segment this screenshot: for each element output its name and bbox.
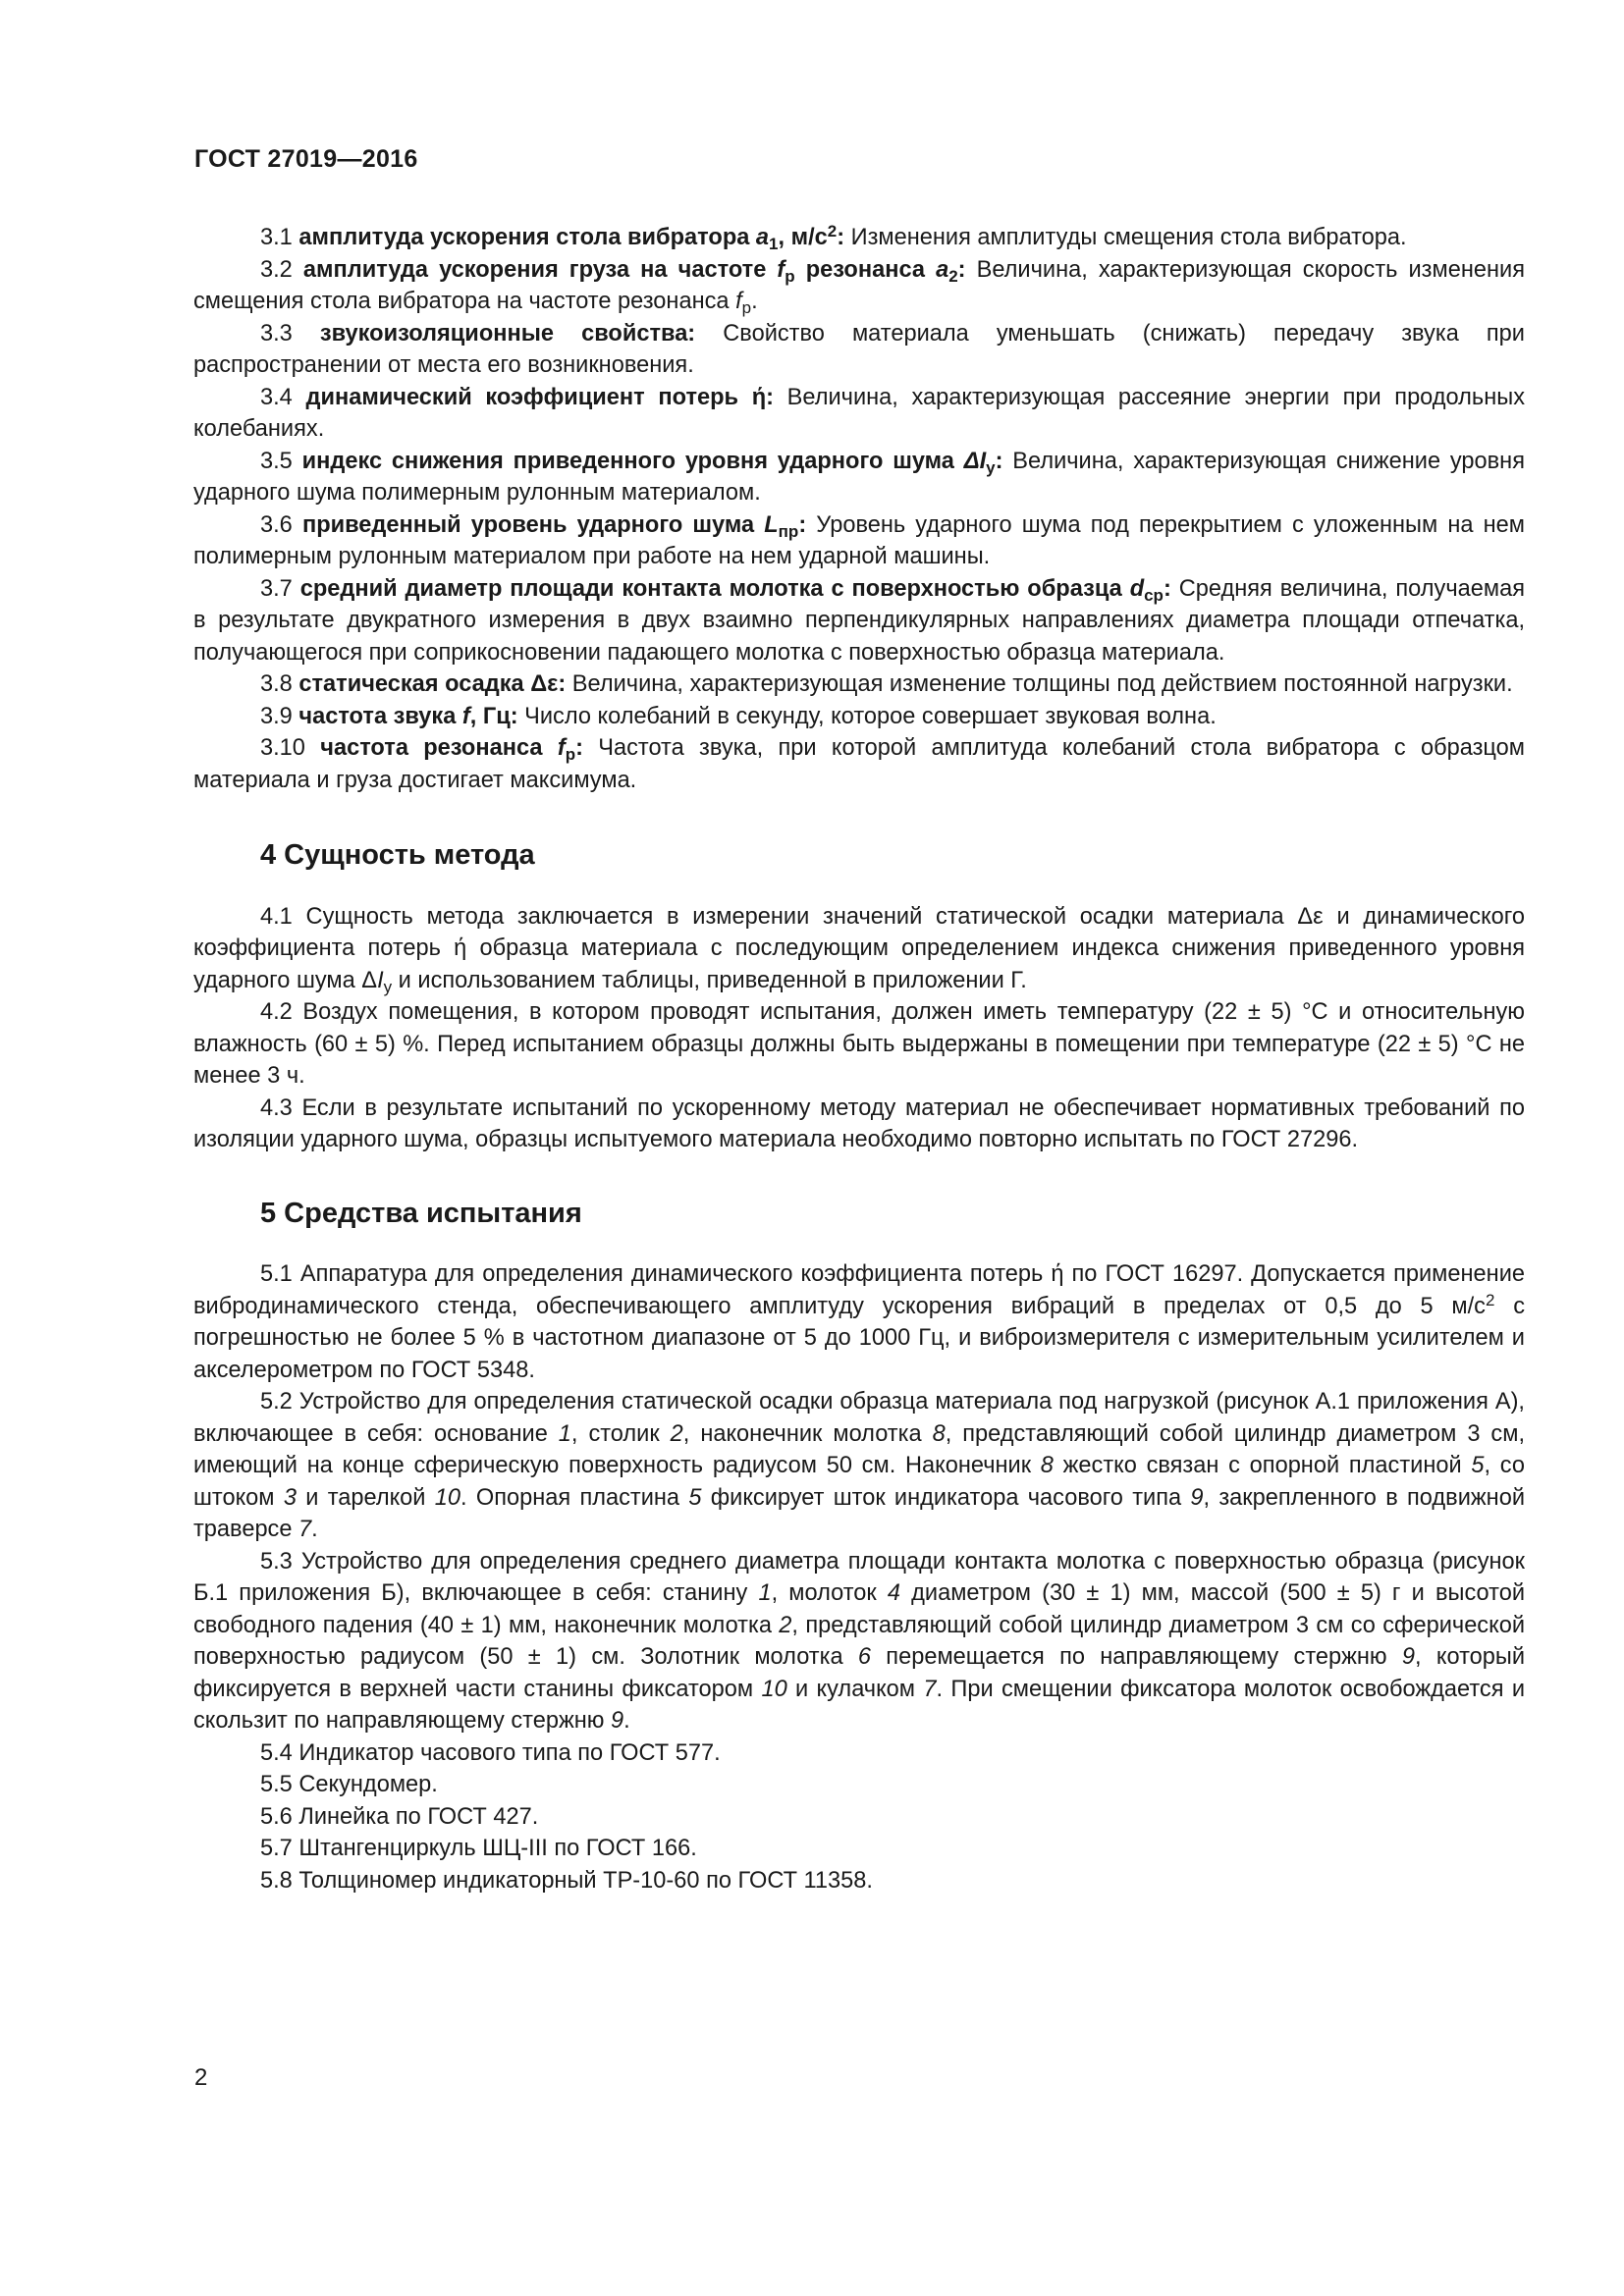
term-3-7: 3.7 средний диаметр площади контакта молотка с поверхностью образца $d_{ср}$: Средняя величина, получаемая в результате двукратного измерения в двух взаимно перпендикулярных направлениях диаметра площади отпечатка, получающегося при соприкосновении падающего молотка с поверхностью образца материала. xyxy=(193,575,1525,666)
term-3-4: 3.4 динамический коэффициент потерь ή: Величина, характеризующая рассеяние энергии при продольных колебаниях. xyxy=(193,384,1526,442)
section-5-5: 5.5 Секундомер. xyxy=(260,1772,438,1797)
term-3-1: 3.1 амплитуда ускорения стола вибратора $a_1$, $м/с^2$: Изменения амплитуды смещения стола вибратора. xyxy=(260,222,1407,253)
term-3-9: 3.9 частота звука f, Гц: Число колебаний в секунду, которое совершает звуковая волна. xyxy=(260,703,1217,729)
section-5-3: 5.3 Устройство для определения среднего диаметра площади контакта молотка с поверхностью образца (рисунок Б.1 приложения Б), включающее в себя: станину 1, молоток 4 диаметром (30 ± 1) мм, массой (500 ± 5) г и высотой свободного падения (40 ± 1) мм, наконечник молотка 2, представляющий собой цилиндр диаметром 3 см со сферической поверхностью радиусом (50 ± 1) см. Золотник молотка 6 перемещается по направляющему стержню 9, который фиксируется в верхней части станины фиксатором 10 и кулачком 7. При смещении фиксатора молоток освобождается и скользит по направляющему стержню 9. xyxy=(193,1548,1526,1734)
section-5-6: 5.6 Линейка по ГОСТ 427. xyxy=(260,1803,539,1830)
page-number: 2 xyxy=(194,2064,208,2091)
section-5-4: 5.4 Индикатор часового типа по ГОСТ 577. xyxy=(260,1739,721,1766)
term-3-3: 3.3 звукоизоляционные свойства: Свойство материала уменьшать (снижать) передачу звука при распространении от места его возникновения. xyxy=(193,320,1525,378)
document-body xyxy=(193,222,1525,1896)
section-5-2: 5.2 Устройство для определения статической осадки образца материала под нагрузкой (рисунок А.1 приложения А), включающее в себя: основание 1, столик 2, наконечник молотка 8, представляющий собой цилиндр диаметром 3 см, имеющий на конце сферическую поверхность радиусом 50 см. Наконечник 8 жестко связан с опорной пластиной 5, со штоком 3 и тарелкой 10. Опорная пластина 5 фиксирует шток индикатора часового типа 9, закрепленного в подвижной траверсе 7. xyxy=(193,1389,1526,1542)
section-5-heading: 5 Средства испытания xyxy=(260,1197,582,1229)
term-3-10: 3.10 частота резонанса $f_p$: Частота звука, при которой амплитуда колебаний стола вибратора с образцом материала и груза достигает максимума. xyxy=(193,735,1525,793)
document-header: ГОСТ 27019—2016 xyxy=(194,145,418,173)
section-5-7: 5.7 Штангенциркуль ШЦ-III по ГОСТ 166. xyxy=(260,1836,697,1861)
section-4-1: 4.1 Сущность метода заключается в измерении значений статической осадки материала Δε и динамического коэффициента потерь ή образца материала с последующим определением индекса снижения приведенного уровня ударного шума $\Delta I_y$ и использованием таблицы, приведенной в приложении Г. xyxy=(193,903,1525,996)
section-5-1: 5.1 Аппаратура для определения динамического коэффициента потерь ή по ГОСТ 16297. Допускается применение вибродинамического стенда, обеспечивающего амплитуду ускорения вибраций в пределах от 0,5 до 5 $м/с^2$ с погрешностью не более 5 % в частотном диапазоне от 5 до 1000 Гц, и виброизмерителя с измерительным усилителем и акселерометром по ГОСТ 5348. xyxy=(193,1261,1525,1383)
term-3-2: 3.2 амплитуда ускорения груза на частоте $f_p$ резонанса $a_2$: Величина, характеризующая скорость изменения смещения стола вибратора на частоте резонанса $f_p$. xyxy=(193,256,1525,317)
term-3-5: 3.5 индекс снижения приведенного уровня ударного шума $\Delta I_y$: Величина, характеризующая снижение уровня ударного шума полимерным рулонным материалом. xyxy=(193,448,1525,506)
term-3-6: 3.6 приведенный уровень ударного шума $L_{пр}$: Уровень ударного шума под перекрытием с уложенным на нем полимерным рулонным материалом при работе на нем ударной машины. xyxy=(193,511,1525,569)
section-4-heading: 4 Сущность метода xyxy=(260,839,535,871)
section-4-2: 4.2 Воздух помещения, в котором проводят испытания, должен иметь температуру (22 ± 5) °С и относительную влажность (60 ± 5) %. Перед испытанием образцы должны быть выдержаны в помещении при температуре (22 ± 5) °С не менее 3 ч. xyxy=(193,999,1525,1089)
section-4-3: 4.3 Если в результате испытаний по ускоренному методу материал не обеспечивает нормативных требований по изоляции ударного шума, образцы испытуемого материала необходимо повторно испытать по ГОСТ 27296. xyxy=(193,1095,1525,1152)
term-3-8: 3.8 статическая осадка Δε: Величина, характеризующая изменение толщины под действием постоянной нагрузки. xyxy=(260,671,1513,697)
section-5-8: 5.8 Толщиномер индикаторный ТР-10-60 по ГОСТ 11358. xyxy=(260,1867,873,1894)
